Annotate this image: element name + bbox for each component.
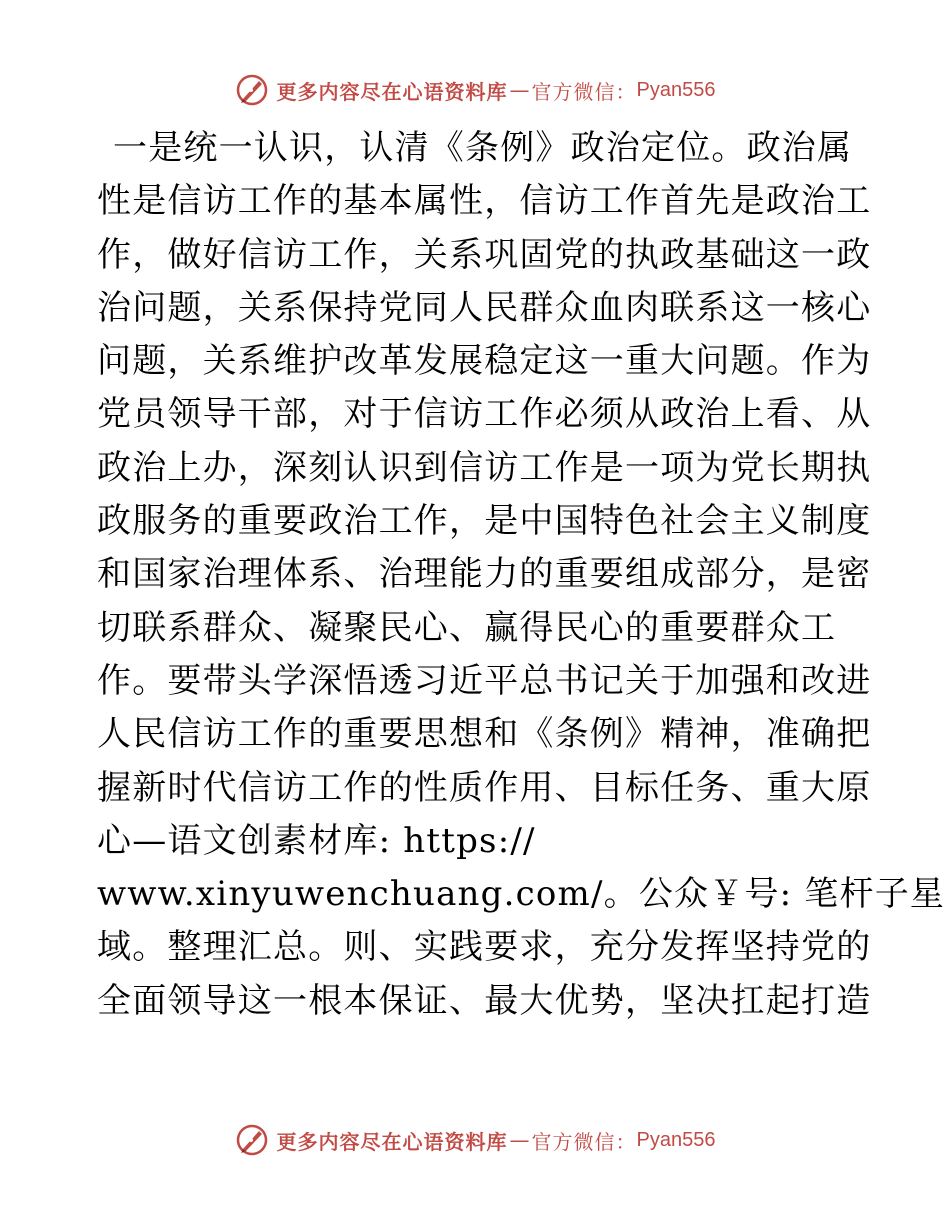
footer-wechat-id: Pyan556 [636,1128,716,1151]
text-line: 党员领导干部，对于信访工作必须从政治上看、从 [97,394,872,435]
text-line: 切联系群众、凝聚民心、赢得民心的重要群众工 [97,607,837,648]
text-line: 全面领导这一根本保证、最大优势，坚决扛起打造 [97,980,872,1021]
text-line: 和国家治理体系、治理能力的重要组成部分，是密 [97,554,872,595]
footer-banner [0,1120,950,1160]
text-line: 一是统一认识，认清《条例》政治定位。政治属 [113,128,853,168]
footer-banner-dash: — [509,1128,530,1152]
text-line: 作，做好信访工作，关系巩固党的执政基础这一政 [97,234,872,275]
pen-logo-icon [235,73,269,107]
footer-banner-main: 更多内容尽在心语资料库 [276,1129,508,1154]
text-line: 治问题，关系保持党同人民群众血肉联系这一核心 [97,287,872,328]
text-line: 域。整理汇总。则、实践要求，充分发挥坚持党的 [97,927,872,968]
header-banner-contact: 官方微信： [531,79,637,104]
header-banner-text [277,76,716,105]
header-banner-main: 更多内容尽在心语资料库 [276,79,508,104]
footer-banner-contact: 官方微信： [531,1129,637,1154]
header-banner [0,70,950,110]
text-line: 心—语文创素材库: https:// [97,820,536,861]
header-banner-dash: — [509,78,530,102]
pen-logo-icon [235,1123,269,1157]
text-line: www.xinyuwenchuang.com/。公众￥号: 笔杆子星 [97,874,946,915]
text-line: 性是信访工作的基本属性，信访工作首先是政治工 [97,181,872,222]
text-line: 问题，关系维护改革发展稳定这一重大问题。作为 [97,341,872,382]
text-line: 人民信访工作的重要思想和《条例》精神，准确把 [97,714,872,755]
footer-banner-text [277,1126,716,1155]
header-wechat-id: Pyan556 [636,78,716,101]
text-line: 作。要带头学深悟透习近平总书记关于加强和改进 [97,660,872,701]
document-body [97,122,946,1028]
text-line: 握新时代信访工作的性质作用、目标任务、重大原 [97,767,872,808]
text-line: 政服务的重要政治工作，是中国特色社会主义制度 [97,501,872,542]
text-line: 政治上办，深刻认识到信访工作是一项为党长期执 [97,447,872,488]
